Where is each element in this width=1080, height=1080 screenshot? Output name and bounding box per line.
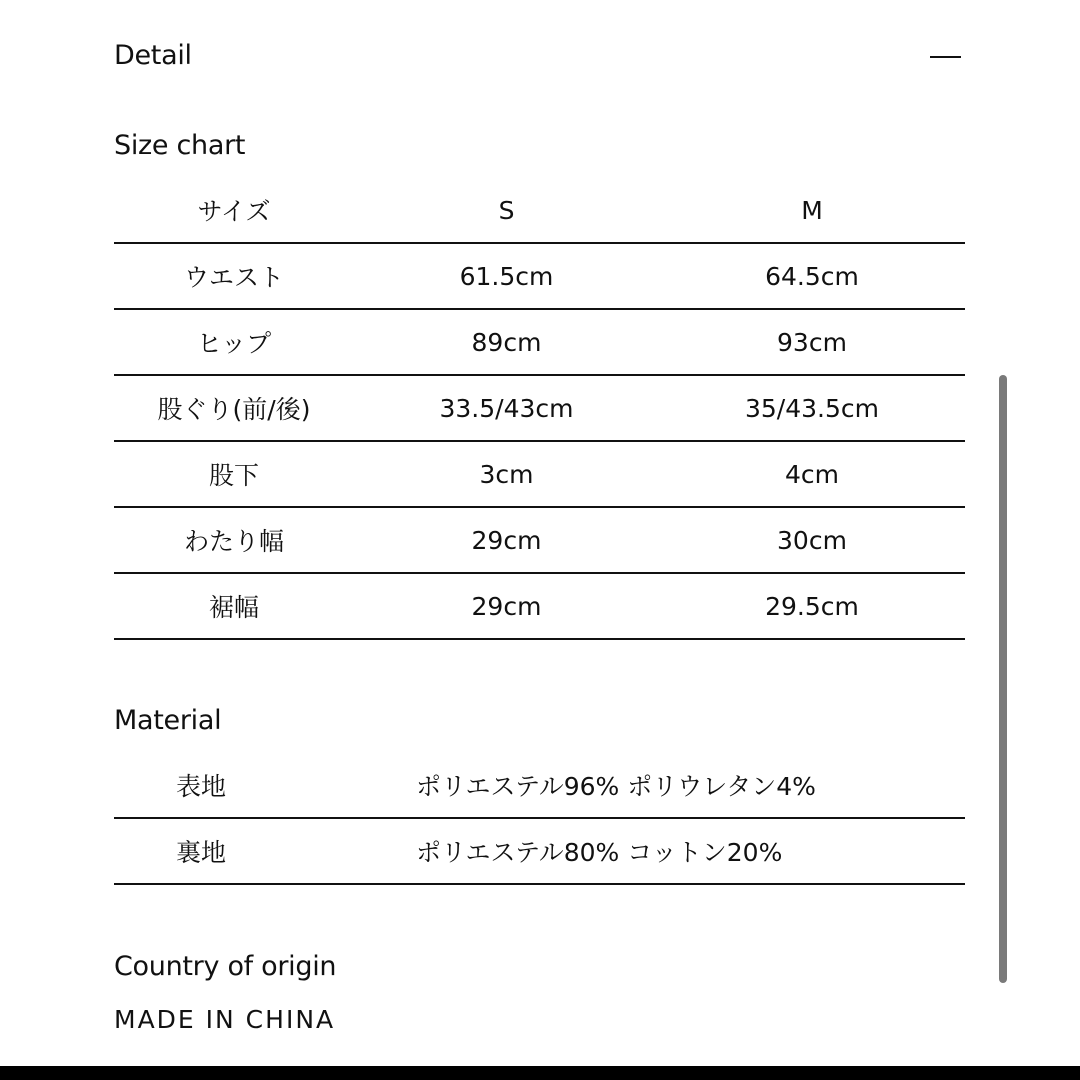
table-row (114, 818, 965, 884)
material-title: Material (114, 705, 222, 736)
row-label: 裾幅 (208, 593, 259, 622)
table-row (114, 753, 965, 818)
row-label: 股ぐり(前/後) (157, 395, 311, 424)
size-m-value: 4cm (784, 459, 839, 489)
table-row (114, 573, 965, 639)
size-chart-title: Size chart (114, 130, 246, 161)
size-s-value: 33.5/43cm (439, 393, 574, 423)
row-label: わたり幅 (183, 527, 284, 556)
size-s-value: 3cm (479, 459, 534, 489)
scrollbar[interactable] (999, 375, 1007, 983)
minus-icon[interactable] (930, 56, 961, 58)
row-label: ウエスト (183, 263, 284, 292)
size-s-value: 29cm (471, 525, 542, 555)
table-row (114, 309, 965, 375)
size-header-label: サイズ (197, 197, 271, 226)
row-label: ヒップ (196, 329, 272, 358)
size-m-value: 64.5cm (765, 261, 859, 291)
origin-title: Country of origin (114, 951, 337, 982)
material-label: 裏地 (176, 838, 227, 867)
material-value: ポリエステル96% ポリウレタン4% (416, 772, 816, 801)
size-m-value: 35/43.5cm (745, 393, 879, 423)
material-value: ポリエステル80% コットン20% (416, 838, 783, 867)
size-chart-table (114, 178, 965, 640)
table-row (114, 243, 965, 309)
material-table (114, 753, 965, 885)
size-header-s: S (498, 195, 515, 225)
size-m-value: 29.5cm (765, 591, 859, 621)
material-label: 表地 (176, 772, 227, 801)
size-s-value: 29cm (471, 591, 542, 621)
table-row (114, 507, 965, 573)
size-m-value: 93cm (777, 327, 847, 357)
row-label: 股下 (208, 461, 259, 490)
size-header-row (114, 178, 965, 243)
size-s-value: 89cm (471, 327, 542, 357)
table-row (114, 375, 965, 441)
size-m-value: 30cm (777, 525, 847, 555)
table-row (114, 441, 965, 507)
origin-value: MADE IN CHINA (114, 1005, 336, 1034)
detail-title: Detail (114, 40, 192, 71)
size-s-value: 61.5cm (459, 261, 554, 291)
size-header-m: M (801, 195, 823, 225)
